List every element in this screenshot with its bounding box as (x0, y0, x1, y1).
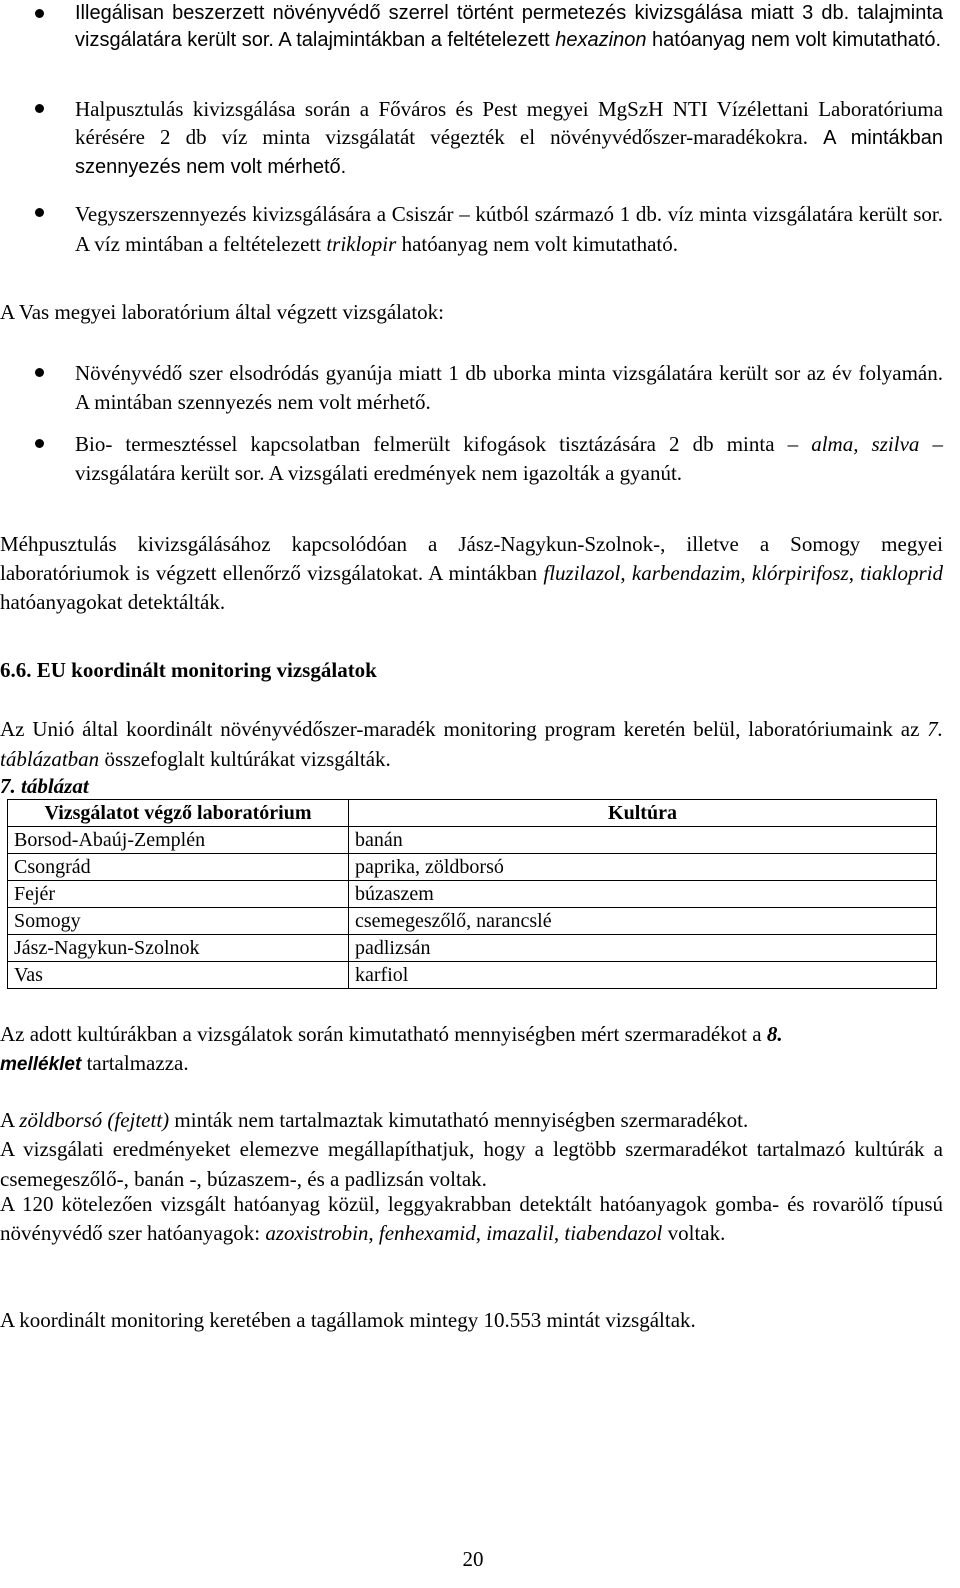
text-run: – vizsgálatára került sor. A vizsgálati eredmények nem igazolták a gyanút. (75, 432, 943, 485)
bullet-text (75, 359, 943, 417)
text-run: összefoglalt kultúrákat vizsgálták. (99, 747, 391, 771)
text-run: Méhpusztulás kivizsgálásához kapcsolódóan a Jász-Nagykun-Szolnok-, illetve a Somogy megyei laboratóriumok is végzett ellenőrző vizsgálatokat. A mintákban (0, 532, 943, 585)
text-run: A mintákban szennyezés nem volt mérhető. (75, 127, 943, 178)
table-cell: banán (349, 827, 937, 854)
text-run: Illegálisan beszerzett növényvédő szerrel történt permetezés kivizsgálása miatt 3 db. talajminta vizsgálatára került sor. A talajmintákban a feltételezett (75, 2, 943, 51)
text-run: tartalmazza. (81, 1051, 189, 1075)
text-run: , (475, 1221, 487, 1245)
bullet-list-vas (0, 359, 943, 417)
table-row (8, 908, 937, 935)
table-cell: Jász-Nagykun-Szolnok (8, 935, 349, 962)
text-run-italic: triklopir (326, 232, 397, 256)
table-cell: karfiol (349, 962, 937, 989)
text-run-italic: 7. táblázatban (0, 717, 943, 771)
table-cell: Fejér (8, 881, 349, 908)
table-cell: Borsod-Abaúj-Zemplén (8, 827, 349, 854)
list-item (0, 199, 943, 259)
eu-intro-paragraph (0, 714, 943, 774)
table-cell: Somogy (8, 908, 349, 935)
text-run: hatóanyagokat detektálták. (0, 590, 226, 614)
list-item (0, 95, 943, 181)
list-item (0, 430, 943, 488)
text-run: Bio- termesztéssel kapcsolatban felmerült kifogások tisztázására 2 db minta – (75, 432, 812, 456)
culture-table (7, 799, 937, 989)
hatoanyag-paragraph (0, 1190, 943, 1248)
bullet-text (75, 199, 943, 259)
text-run-italic: fluzilazol (543, 561, 621, 585)
text-run-italic: fenhexamid (378, 1221, 476, 1245)
text-run: hatóanyag nem volt kimutatható. (646, 29, 942, 51)
bullet-text (75, 95, 943, 181)
vas-intro: A Vas megyei laboratórium által végzett vizsgálatok: (0, 300, 444, 324)
bullet-list-top-3 (0, 199, 943, 259)
list-item (0, 359, 943, 417)
text-run-italic: imazalil (486, 1221, 554, 1245)
text-run: , (368, 1221, 379, 1245)
text-run: A 120 kötelezően vizsgált hatóanyag közül, leggyakrabban detektált hatóanyagok gomba- és rovarölő típusú növényvédő szer hatóanyagok: (0, 1192, 943, 1245)
text-run-bold-italic: melléklet (0, 1054, 82, 1075)
zoldborso-paragraph (0, 1106, 943, 1134)
table-cell: Csongrád (8, 854, 349, 881)
eredmenyek-paragraph: A vizsgálati eredményeket elemezve megállapíthatjuk, hogy a legtöbb szermaradékot tartalmazó kultúrák a csemegeszőlő-, banán -, búzaszem-, és a padlizsán voltak. (0, 1137, 943, 1191)
bullet-icon (35, 368, 44, 377)
text-run-italic: azoxistrobin (265, 1221, 369, 1245)
page-number: 20 (462, 1547, 484, 1571)
bullet-icon (35, 439, 44, 448)
table-row (8, 962, 937, 989)
table-header-row (8, 800, 937, 827)
bullet-text (75, 430, 943, 488)
bullet-text (75, 0, 943, 54)
table-cell: paprika, zöldborsó (349, 854, 937, 881)
bullet-icon (35, 104, 44, 113)
table-row (8, 827, 937, 854)
text-run: Az Unió által koordinált növényvédőszer-maradék monitoring program keretén belül, laboratóriumaink az (0, 717, 928, 741)
table-row (8, 881, 937, 908)
table-row (8, 935, 937, 962)
bullet-list-top-2 (0, 95, 943, 181)
bullet-list-vas-2 (0, 430, 943, 488)
text-run-italic: alma, szilva (811, 432, 920, 456)
text-run: Növényvédő szer elsodródás gyanúja miatt 1 db uborka minta vizsgálatára került sor az év folyamán. A mintában szennyezés nem volt mérhető. (75, 361, 943, 414)
text-run: Vegyszerszennyezés kivizsgálására a Csiszár – kútból származó 1 db. víz minta vizsgálatára került sor. A víz mintában a feltételezett (75, 202, 943, 256)
table-row (8, 854, 937, 881)
text-run: A (0, 1108, 20, 1132)
table-caption: 7. táblázat (0, 774, 89, 798)
text-run-italic: tiakloprid (860, 561, 944, 585)
text-run-italic: karbendazim, klórpirifosz (631, 561, 849, 585)
table-cell: Vas (8, 962, 349, 989)
table-header-cell: Vizsgálatot végző laboratórium (8, 800, 349, 827)
table-cell: búzaszem (349, 881, 937, 908)
bullet-icon (35, 208, 44, 217)
table-cell: padlizsán (349, 935, 937, 962)
text-run: , (848, 561, 861, 585)
text-run: voltak. (662, 1221, 726, 1245)
section-heading: 6.6. EU koordinált monitoring vizsgálatok (0, 658, 377, 682)
text-run-bold-italic: 8. (766, 1022, 783, 1046)
text-run: hatóanyag nem volt kimutatható. (396, 232, 679, 256)
text-run-italic: tiabendazol (564, 1221, 663, 1245)
text-run-italic: hexazinon (555, 29, 647, 51)
mehpusztulas-paragraph (0, 530, 943, 617)
table-cell: csemegeszőlő, narancslé (349, 908, 937, 935)
text-run: minták nem tartalmaztak kimutatható mennyiségben szermaradékot. (169, 1108, 749, 1132)
table-header-cell: Kultúra (349, 800, 937, 827)
bullet-icon (35, 9, 44, 18)
melleklet-paragraph (0, 1020, 943, 1079)
text-run-italic: zöldborsó (fejtett) (19, 1108, 170, 1132)
koordinalt-paragraph: A koordinált monitoring keretében a tagállamok mintegy 10.553 mintát vizsgáltak. (0, 1308, 696, 1332)
bullet-list-top (0, 0, 943, 82)
text-run: Az adott kultúrákban a vizsgálatok során kimutatható mennyiségben mért szermaradékot a (0, 1022, 767, 1046)
text-run: Halpusztulás kivizsgálása során a Főváros és Pest megyei MgSzH NTI Vízélettani Laboratóriuma kérésére 2 db víz minta vizsgálatát végezték el növényvédőszer-maradékokra. (75, 97, 943, 149)
text-run: , (553, 1221, 565, 1245)
list-item (0, 0, 943, 54)
text-run: , (620, 561, 632, 585)
